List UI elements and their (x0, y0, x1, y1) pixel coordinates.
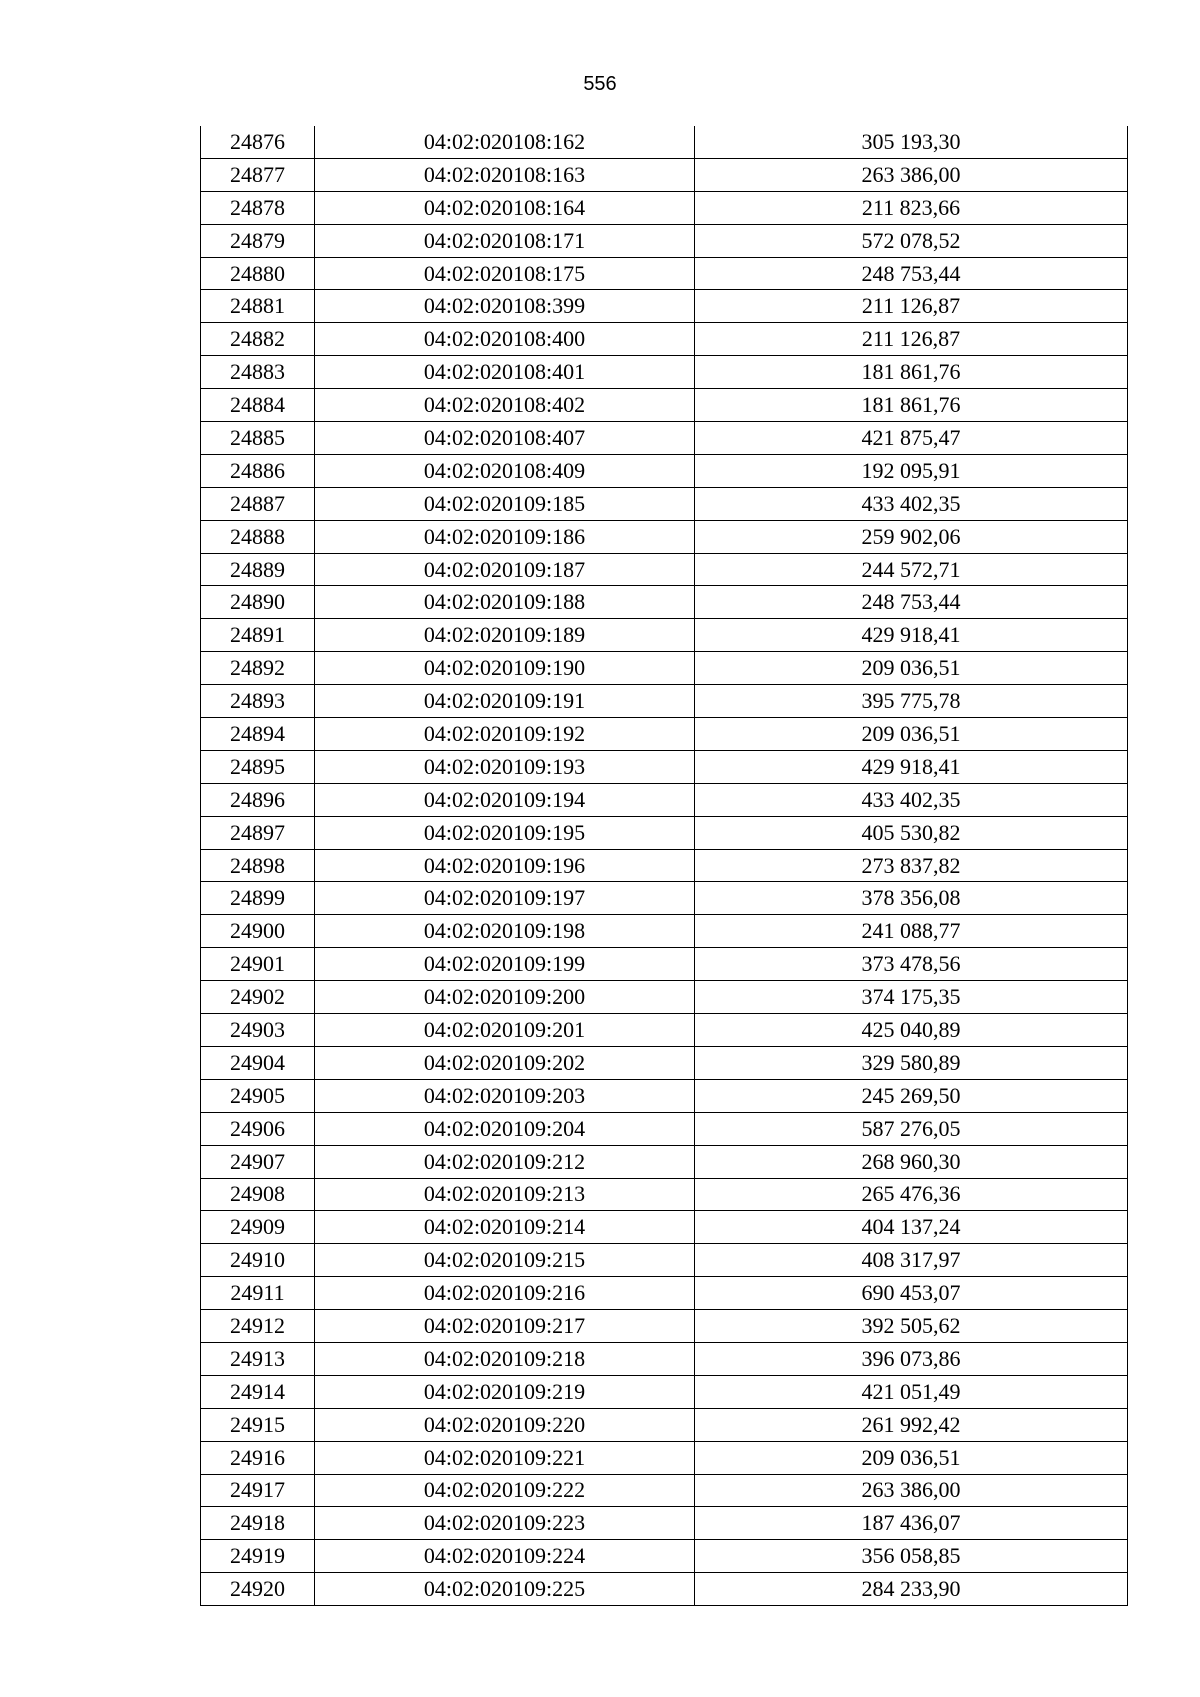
row-number-cell: 24881 (201, 290, 315, 323)
row-number-cell: 24912 (201, 1310, 315, 1343)
row-number-cell: 24918 (201, 1507, 315, 1540)
table-row (201, 750, 1128, 783)
row-number-cell: 24915 (201, 1408, 315, 1441)
cadastral-value-cell: 248 753,44 (695, 257, 1128, 290)
table-row (201, 191, 1128, 224)
cadastral-number-cell: 04:02:020109:186 (315, 520, 695, 553)
row-number-cell: 24889 (201, 553, 315, 586)
cadastral-value-cell: 421 051,49 (695, 1375, 1128, 1408)
row-number-cell: 24884 (201, 389, 315, 422)
row-number-cell: 24905 (201, 1079, 315, 1112)
cadastral-value-cell: 329 580,89 (695, 1046, 1128, 1079)
cadastral-number-cell: 04:02:020109:213 (315, 1178, 695, 1211)
cadastral-number-cell: 04:02:020109:190 (315, 652, 695, 685)
row-number-cell: 24899 (201, 882, 315, 915)
cadastral-value-cell: 245 269,50 (695, 1079, 1128, 1112)
cadastral-value-cell: 211 126,87 (695, 323, 1128, 356)
cadastral-number-cell: 04:02:020108:401 (315, 356, 695, 389)
cadastral-number-cell: 04:02:020109:215 (315, 1244, 695, 1277)
row-number-cell: 24917 (201, 1474, 315, 1507)
table-row (201, 586, 1128, 619)
cadastral-value-cell: 259 902,06 (695, 520, 1128, 553)
cadastral-value-cell: 209 036,51 (695, 718, 1128, 751)
row-number-cell: 24897 (201, 816, 315, 849)
row-number-cell: 24914 (201, 1375, 315, 1408)
cadastral-number-cell: 04:02:020109:217 (315, 1310, 695, 1343)
cadastral-number-cell: 04:02:020108:171 (315, 224, 695, 257)
row-number-cell: 24910 (201, 1244, 315, 1277)
cadastral-value-cell: 265 476,36 (695, 1178, 1128, 1211)
row-number-cell: 24883 (201, 356, 315, 389)
table-row (201, 158, 1128, 191)
table-row (201, 126, 1128, 158)
cadastral-number-cell: 04:02:020109:188 (315, 586, 695, 619)
table-row (201, 981, 1128, 1014)
cadastral-number-cell: 04:02:020109:192 (315, 718, 695, 751)
cadastral-number-cell: 04:02:020109:200 (315, 981, 695, 1014)
cadastral-value-cell: 273 837,82 (695, 849, 1128, 882)
cadastral-value-table (200, 126, 1128, 1606)
row-number-cell: 24911 (201, 1277, 315, 1310)
table-row (201, 948, 1128, 981)
row-number-cell: 24879 (201, 224, 315, 257)
cadastral-value-cell: 261 992,42 (695, 1408, 1128, 1441)
row-number-cell: 24894 (201, 718, 315, 751)
table-row (201, 520, 1128, 553)
table-row (201, 849, 1128, 882)
cadastral-number-cell: 04:02:020108:163 (315, 158, 695, 191)
row-number-cell: 24876 (201, 126, 315, 158)
cadastral-value-cell: 587 276,05 (695, 1112, 1128, 1145)
table-row (201, 1079, 1128, 1112)
table-row (201, 1277, 1128, 1310)
cadastral-value-cell: 373 478,56 (695, 948, 1128, 981)
cadastral-number-cell: 04:02:020109:220 (315, 1408, 695, 1441)
cadastral-value-cell: 211 823,66 (695, 191, 1128, 224)
table-row (201, 783, 1128, 816)
row-number-cell: 24896 (201, 783, 315, 816)
cadastral-number-cell: 04:02:020109:219 (315, 1375, 695, 1408)
row-number-cell: 24904 (201, 1046, 315, 1079)
cadastral-value-cell: 284 233,90 (695, 1573, 1128, 1606)
cadastral-value-cell: 209 036,51 (695, 652, 1128, 685)
cadastral-number-cell: 04:02:020109:222 (315, 1474, 695, 1507)
cadastral-number-cell: 04:02:020109:212 (315, 1145, 695, 1178)
table-row (201, 816, 1128, 849)
cadastral-value-cell: 425 040,89 (695, 1014, 1128, 1047)
cadastral-number-cell: 04:02:020108:399 (315, 290, 695, 323)
cadastral-number-cell: 04:02:020109:225 (315, 1573, 695, 1606)
row-number-cell: 24898 (201, 849, 315, 882)
row-number-cell: 24880 (201, 257, 315, 290)
table-row (201, 1408, 1128, 1441)
cadastral-value-cell: 572 078,52 (695, 224, 1128, 257)
cadastral-number-cell: 04:02:020109:187 (315, 553, 695, 586)
cadastral-number-cell: 04:02:020108:400 (315, 323, 695, 356)
table-row (201, 224, 1128, 257)
cadastral-value-cell: 374 175,35 (695, 981, 1128, 1014)
cadastral-value-cell: 405 530,82 (695, 816, 1128, 849)
cadastral-value-cell: 396 073,86 (695, 1342, 1128, 1375)
cadastral-number-cell: 04:02:020109:218 (315, 1342, 695, 1375)
cadastral-value-cell: 268 960,30 (695, 1145, 1128, 1178)
cadastral-number-cell: 04:02:020109:193 (315, 750, 695, 783)
table-row (201, 1211, 1128, 1244)
cadastral-number-cell: 04:02:020109:204 (315, 1112, 695, 1145)
cadastral-number-cell: 04:02:020108:409 (315, 454, 695, 487)
row-number-cell: 24893 (201, 685, 315, 718)
row-number-cell: 24902 (201, 981, 315, 1014)
cadastral-number-cell: 04:02:020108:162 (315, 126, 695, 158)
cadastral-value-cell: 241 088,77 (695, 915, 1128, 948)
row-number-cell: 24919 (201, 1540, 315, 1573)
cadastral-value-cell: 244 572,71 (695, 553, 1128, 586)
cadastral-value-cell: 181 861,76 (695, 356, 1128, 389)
cadastral-number-cell: 04:02:020109:189 (315, 619, 695, 652)
table-row (201, 1441, 1128, 1474)
cadastral-value-cell: 421 875,47 (695, 422, 1128, 455)
row-number-cell: 24920 (201, 1573, 315, 1606)
table-row (201, 1145, 1128, 1178)
table-row (201, 619, 1128, 652)
cadastral-number-cell: 04:02:020109:199 (315, 948, 695, 981)
row-number-cell: 24916 (201, 1441, 315, 1474)
table-row (201, 882, 1128, 915)
table-row (201, 553, 1128, 586)
row-number-cell: 24878 (201, 191, 315, 224)
table-row (201, 1342, 1128, 1375)
row-number-cell: 24908 (201, 1178, 315, 1211)
cadastral-number-cell: 04:02:020109:198 (315, 915, 695, 948)
cadastral-value-cell: 690 453,07 (695, 1277, 1128, 1310)
cadastral-value-cell: 429 918,41 (695, 750, 1128, 783)
table-row (201, 257, 1128, 290)
cadastral-number-cell: 04:02:020108:402 (315, 389, 695, 422)
cadastral-number-cell: 04:02:020108:164 (315, 191, 695, 224)
table-row (201, 290, 1128, 323)
table-row (201, 1507, 1128, 1540)
table-row (201, 915, 1128, 948)
cadastral-value-cell: 305 193,30 (695, 126, 1128, 158)
row-number-cell: 24909 (201, 1211, 315, 1244)
cadastral-value-cell: 433 402,35 (695, 487, 1128, 520)
table-row (201, 1310, 1128, 1343)
table-row (201, 454, 1128, 487)
row-number-cell: 24903 (201, 1014, 315, 1047)
row-number-cell: 24892 (201, 652, 315, 685)
cadastral-value-cell: 263 386,00 (695, 158, 1128, 191)
cadastral-number-cell: 04:02:020109:221 (315, 1441, 695, 1474)
table-row (201, 652, 1128, 685)
cadastral-value-cell: 395 775,78 (695, 685, 1128, 718)
row-number-cell: 24906 (201, 1112, 315, 1145)
row-number-cell: 24895 (201, 750, 315, 783)
table-row (201, 1014, 1128, 1047)
cadastral-value-cell: 248 753,44 (695, 586, 1128, 619)
cadastral-number-cell: 04:02:020109:203 (315, 1079, 695, 1112)
cadastral-number-cell: 04:02:020109:185 (315, 487, 695, 520)
page-number: 556 (583, 73, 617, 95)
cadastral-value-cell: 192 095,91 (695, 454, 1128, 487)
row-number-cell: 24886 (201, 454, 315, 487)
table-row (201, 323, 1128, 356)
table-row (201, 389, 1128, 422)
cadastral-value-cell: 187 436,07 (695, 1507, 1128, 1540)
table-row (201, 1244, 1128, 1277)
row-number-cell: 24907 (201, 1145, 315, 1178)
cadastral-number-cell: 04:02:020108:407 (315, 422, 695, 455)
cadastral-number-cell: 04:02:020109:224 (315, 1540, 695, 1573)
row-number-cell: 24887 (201, 487, 315, 520)
row-number-cell: 24900 (201, 915, 315, 948)
cadastral-number-cell: 04:02:020109:214 (315, 1211, 695, 1244)
row-number-cell: 24901 (201, 948, 315, 981)
cadastral-value-cell: 356 058,85 (695, 1540, 1128, 1573)
cadastral-value-cell: 209 036,51 (695, 1441, 1128, 1474)
cadastral-number-cell: 04:02:020109:194 (315, 783, 695, 816)
row-number-cell: 24888 (201, 520, 315, 553)
row-number-cell: 24885 (201, 422, 315, 455)
row-number-cell: 24882 (201, 323, 315, 356)
cadastral-number-cell: 04:02:020109:195 (315, 816, 695, 849)
table-row (201, 1046, 1128, 1079)
table-row (201, 1474, 1128, 1507)
row-number-cell: 24877 (201, 158, 315, 191)
cadastral-number-cell: 04:02:020109:202 (315, 1046, 695, 1079)
table-row (201, 1573, 1128, 1606)
cadastral-number-cell: 04:02:020109:216 (315, 1277, 695, 1310)
table-row (201, 422, 1128, 455)
cadastral-number-cell: 04:02:020108:175 (315, 257, 695, 290)
cadastral-number-cell: 04:02:020109:223 (315, 1507, 695, 1540)
row-number-cell: 24890 (201, 586, 315, 619)
table-row (201, 356, 1128, 389)
cadastral-value-cell: 378 356,08 (695, 882, 1128, 915)
cadastral-value-cell: 429 918,41 (695, 619, 1128, 652)
row-number-cell: 24891 (201, 619, 315, 652)
cadastral-number-cell: 04:02:020109:191 (315, 685, 695, 718)
row-number-cell: 24913 (201, 1342, 315, 1375)
table-row (201, 487, 1128, 520)
cadastral-value-cell: 433 402,35 (695, 783, 1128, 816)
cadastral-value-cell: 263 386,00 (695, 1474, 1128, 1507)
cadastral-value-cell: 404 137,24 (695, 1211, 1128, 1244)
table-row (201, 1375, 1128, 1408)
table-body (201, 126, 1128, 1606)
cadastral-number-cell: 04:02:020109:196 (315, 849, 695, 882)
cadastral-value-cell: 392 505,62 (695, 1310, 1128, 1343)
table-row (201, 718, 1128, 751)
table-row (201, 1540, 1128, 1573)
cadastral-number-cell: 04:02:020109:197 (315, 882, 695, 915)
cadastral-number-cell: 04:02:020109:201 (315, 1014, 695, 1047)
cadastral-value-cell: 211 126,87 (695, 290, 1128, 323)
cadastral-value-cell: 181 861,76 (695, 389, 1128, 422)
table-row (201, 1112, 1128, 1145)
table-row (201, 685, 1128, 718)
cadastral-value-cell: 408 317,97 (695, 1244, 1128, 1277)
table-row (201, 1178, 1128, 1211)
